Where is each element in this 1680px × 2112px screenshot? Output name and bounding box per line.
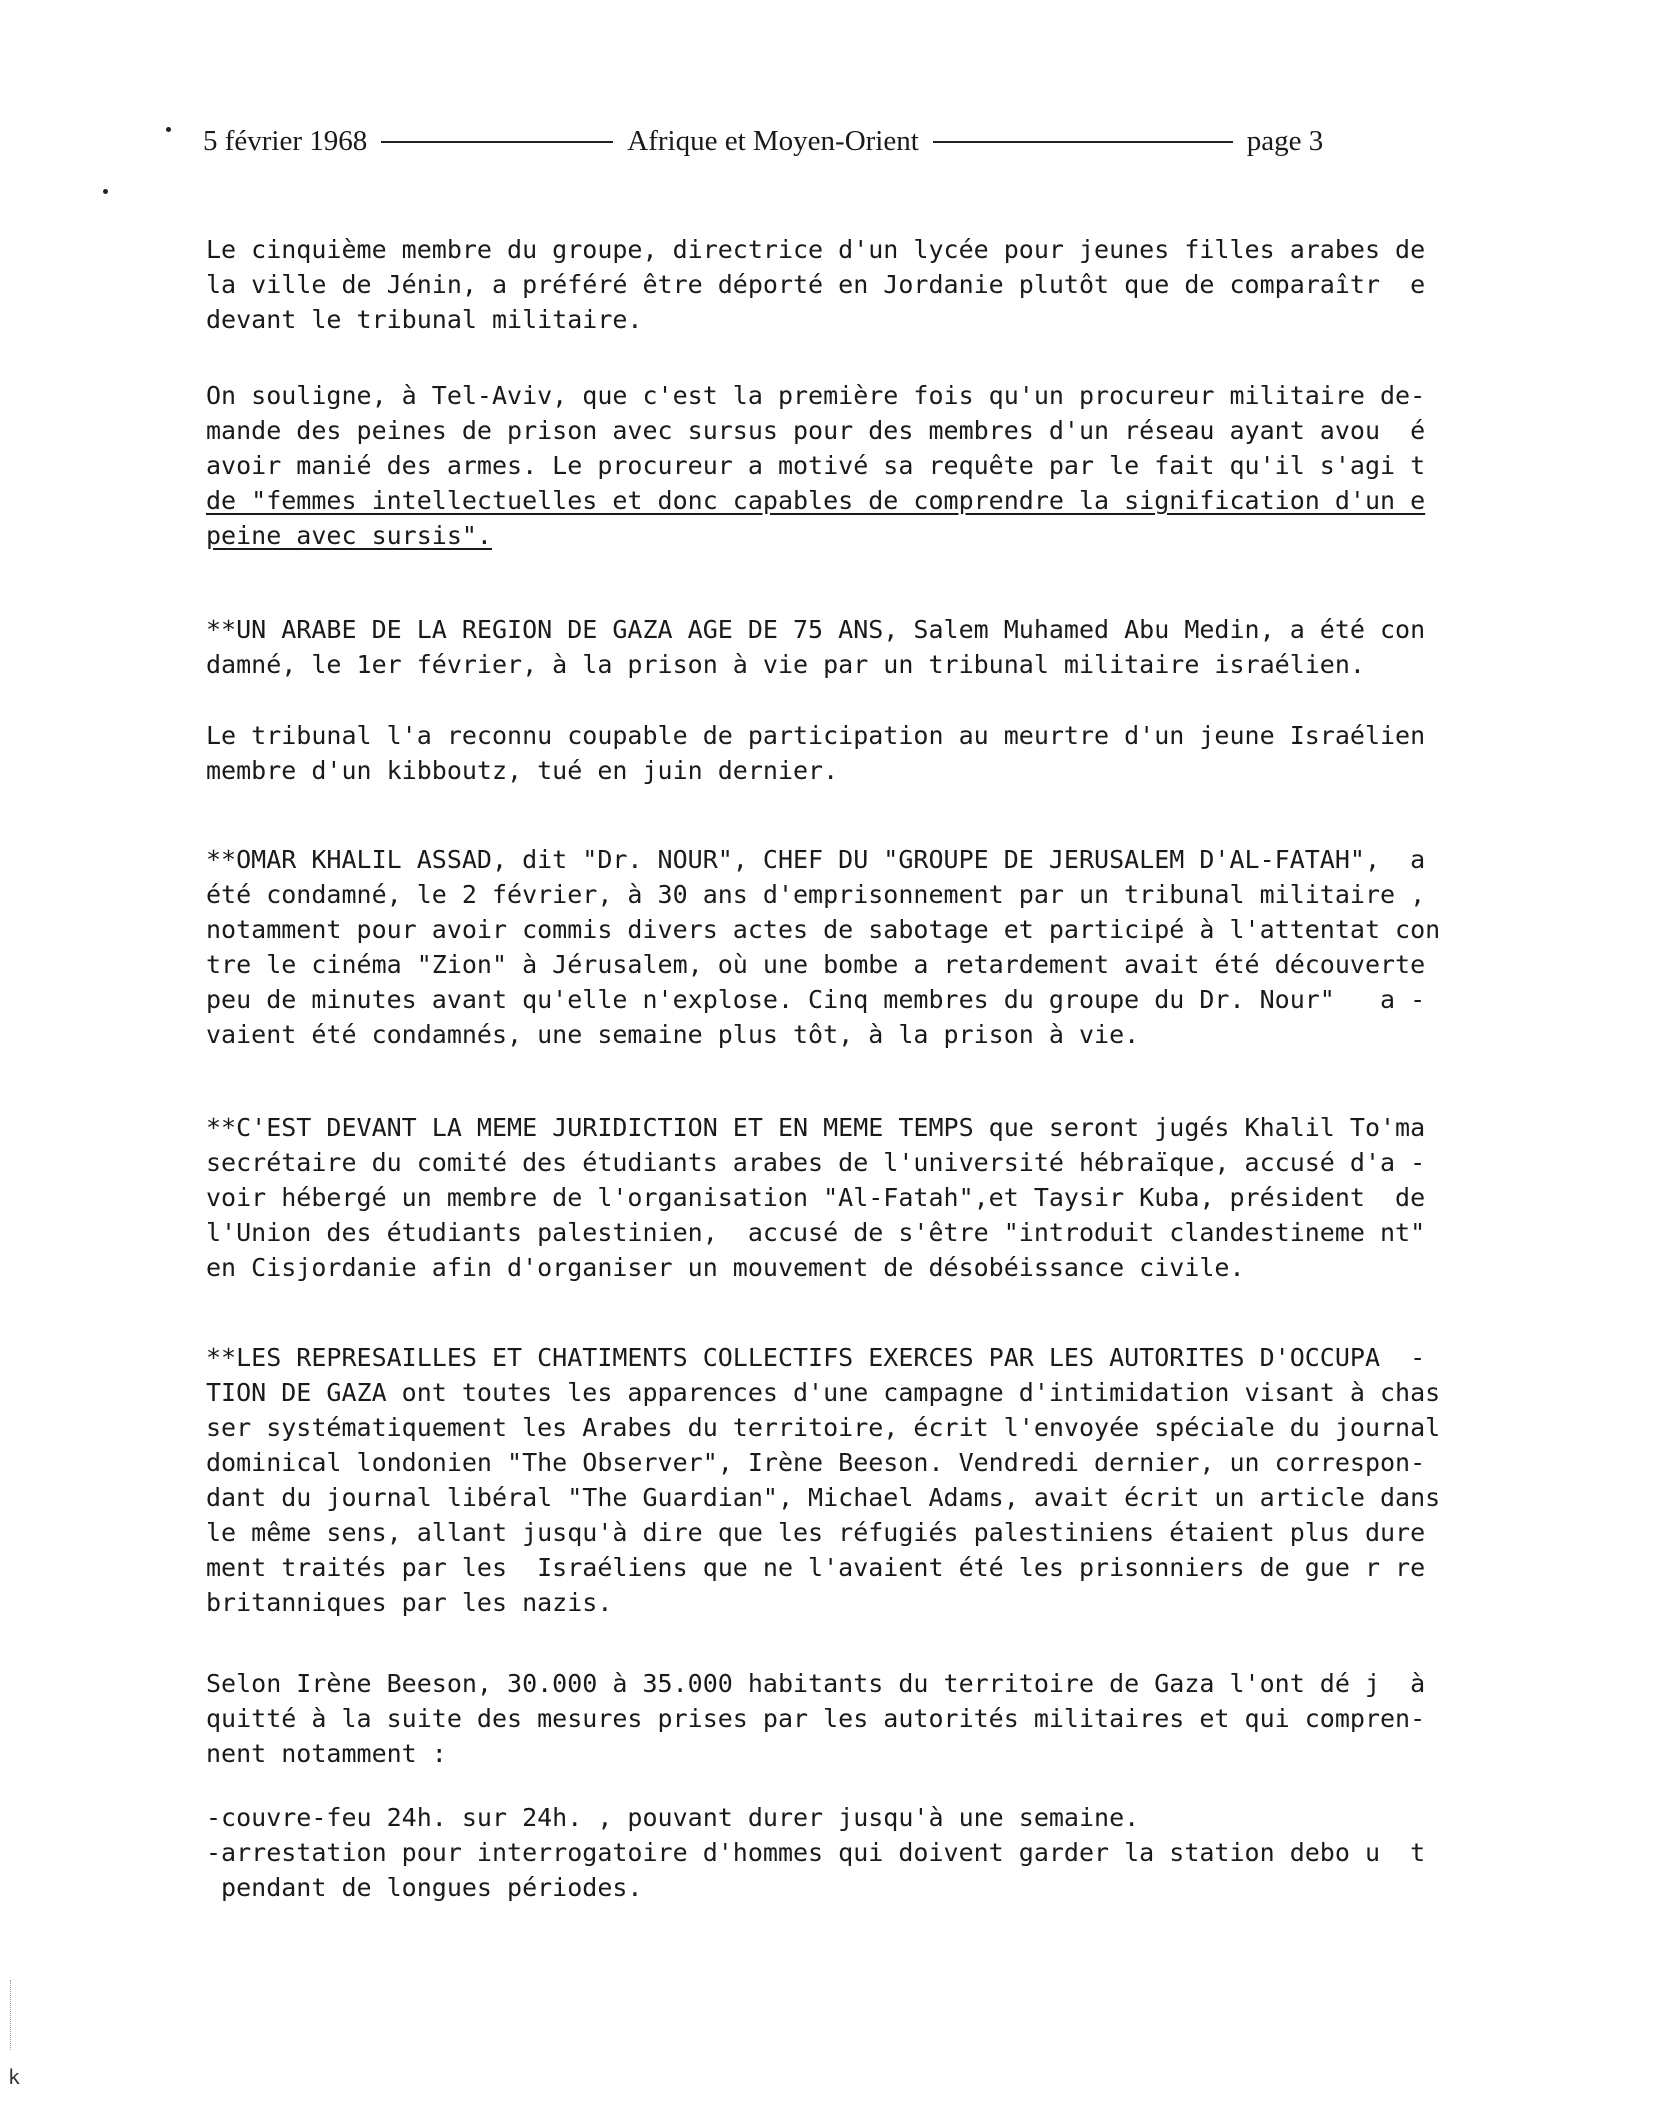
header-page-label: page 3 [1246, 125, 1324, 157]
text-line: la ville de Jénin, a préféré être déporté en Jordanie plutôt que de comparaîtr e [206, 270, 1426, 299]
text-line: **OMAR KHALIL ASSAD, dit "Dr. NOUR", CHEF DU "GROUPE DE JERUSALEM D'AL-FATAH", a [206, 845, 1426, 874]
text-line: damné, le 1er février, à la prison à vie par un tribunal militaire israélien. [206, 650, 1365, 679]
text-line: avoir manié des armes. Le procureur a motivé sa requête par le fait qu'il s'agi t [206, 451, 1426, 480]
paragraph-arabe-gaza [206, 612, 1496, 682]
list-item: -couvre-feu 24h. sur 24h. , pouvant durer jusqu'à une semaine. [206, 1803, 1140, 1832]
text-line: **C'EST DEVANT LA MEME JURIDICTION ET EN MEME TEMPS que seront jugés Khalil To'ma [206, 1113, 1426, 1142]
list-item: -arrestation pour interrogatoire d'hommes qui doivent garder la station debo u t [206, 1838, 1426, 1867]
text-line: tre le cinéma "Zion" à Jérusalem, où une bombe a retardement avait été découverte [206, 950, 1426, 979]
paragraph-represailles [206, 1340, 1496, 1620]
text-line: quitté à la suite des mesures prises par les autorités militaires et qui compren- [206, 1704, 1426, 1733]
text-line: dominical londonien "The Observer", Irène Beeson. Vendredi dernier, un correspon- [206, 1448, 1426, 1477]
text-line: devant le tribunal militaire. [206, 305, 643, 334]
text-line: Le cinquième membre du groupe, directrice d'un lycée pour jeunes filles arabes de [206, 235, 1426, 264]
text-line: **LES REPRESAILLES ET CHATIMENTS COLLECTIFS EXERCES PAR LES AUTORITES D'OCCUPA - [206, 1343, 1426, 1372]
text-line: peine avec sursis". [206, 521, 492, 550]
list-mesures [206, 1800, 1496, 1905]
text-line: l'Union des étudiants palestinien, accusé de s'être "introduit clandestineme nt" [206, 1218, 1426, 1247]
text-line: peu de minutes avant qu'elle n'explose. Cinq membres du groupe du Dr. Nour" a - [206, 985, 1426, 1014]
margin-tick [10, 1980, 12, 2050]
header-date: 5 février 1968 [203, 125, 368, 157]
text-line: secrétaire du comité des étudiants arabes de l'université hébraïque, accusé d'a - [206, 1148, 1426, 1177]
list-item: pendant de longues périodes. [206, 1873, 643, 1902]
text-line: TION DE GAZA ont toutes les apparences d'une campagne d'intimidation visant à chas [206, 1378, 1441, 1407]
text-line: voir hébergé un membre de l'organisation "Al-Fatah",et Taysir Kuba, président de [206, 1183, 1426, 1212]
text-line: mande des peines de prison avec sursus pour des membres d'un réseau ayant avou é [206, 416, 1426, 445]
paragraph-selon-irene [206, 1666, 1496, 1771]
text-line: été condamné, le 2 février, à 30 ans d'emprisonnement par un tribunal militaire , [206, 880, 1426, 909]
paragraph-cinquieme-membre [206, 232, 1496, 337]
text-line: membre d'un kibboutz, tué en juin dernier. [206, 756, 839, 785]
text-line: notamment pour avoir commis divers actes de sabotage et participé à l'attentat con [206, 915, 1441, 944]
text-line: **UN ARABE DE LA REGION DE GAZA AGE DE 75 ANS, Salem Muhamed Abu Medin, a été con [206, 615, 1426, 644]
text-line: dant du journal libéral "The Guardian", Michael Adams, avait écrit un article dans [206, 1483, 1441, 1512]
paragraph-tel-aviv [206, 378, 1496, 553]
stray-dot [103, 189, 108, 194]
paragraph-tribunal [206, 718, 1496, 788]
text-line: en Cisjordanie afin d'organiser un mouvement de désobéissance civile. [206, 1253, 1245, 1282]
text-line: vaient été condamnés, une semaine plus tôt, à la prison à vie. [206, 1020, 1140, 1049]
text-line: ser systématiquement les Arabes du territoire, écrit l'envoyée spéciale du journal [206, 1413, 1441, 1442]
text-line: Selon Irène Beeson, 30.000 à 35.000 habitants du territoire de Gaza l'ont dé j à [206, 1669, 1426, 1698]
text-line: le même sens, allant jusqu'à dire que les réfugiés palestiniens étaient plus dure [206, 1518, 1426, 1547]
paragraph-omar-khalil [206, 842, 1496, 1052]
header-rule [381, 141, 613, 143]
text-line: ment traités par les Israéliens que ne l'avaient été les prisonniers de gue r re [206, 1553, 1426, 1582]
text-line: On souligne, à Tel-Aviv, que c'est la première fois qu'un procureur militaire de- [206, 381, 1426, 410]
text-line: britanniques par les nazis. [206, 1588, 613, 1617]
text-line: de "femmes intellectuelles et donc capables de comprendre la signification d'un e [206, 486, 1426, 515]
header-rule [933, 141, 1233, 143]
header-section: Afrique et Moyen-Orient [627, 125, 919, 157]
text-line: Le tribunal l'a reconnu coupable de participation au meurtre d'un jeune Israélien [206, 721, 1426, 750]
stray-dot [166, 127, 171, 132]
text-line: nent notamment : [206, 1739, 447, 1768]
margin-mark: k [8, 2065, 21, 2089]
page-header [203, 124, 1493, 159]
paragraph-meme-juridiction [206, 1110, 1496, 1285]
